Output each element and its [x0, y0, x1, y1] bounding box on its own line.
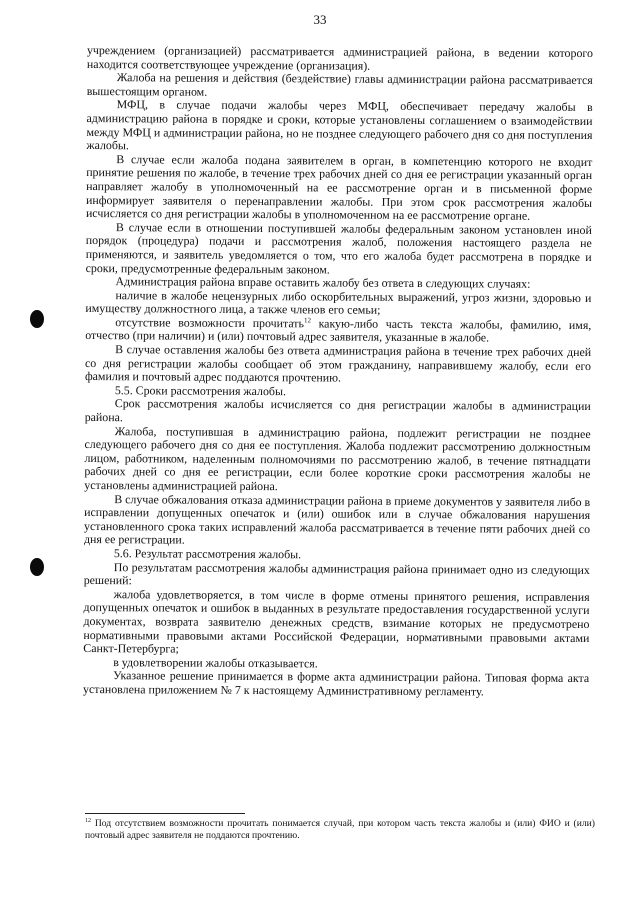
paragraph: Срок рассмотрения жалобы исчисляется со дня регистрации жалобы в администрации района. [84, 396, 591, 425]
paragraph: наличие в жалобе нецензурных либо оскорбительных выражений, угроз жизни, здоровью и имуществу должностного лица, а также членов его семьи; [85, 287, 592, 318]
paragraph: в удовлетворении жалобы отказывается. [113, 654, 318, 671]
punch-hole [30, 310, 44, 328]
paragraph: Указанное решение принимается в форме акта администрации района. Типовая форма акта установлена приложением № 7 к настоящему Административному регламенту. [83, 668, 590, 699]
paragraph: учреждением (организацией) рассматривается администрацией района, в ведении которого находится соответствующее учреждение (организация). [86, 43, 593, 73]
paragraph: МФЦ, в случае подачи жалобы через МФЦ, обеспечивает передачу жалобы в администрацию района в порядке и сроки, которые установлены соглашением о взаимодействии между МФЦ и администрации района, но не позднее следующего рабочего дня со дня поступления жалобы. [86, 97, 593, 153]
section-heading: 5.6. Результат рассмотрения жалобы. [113, 546, 302, 562]
footnote-text: Под отсутствием возможности прочитать понимается случай, при котором часть текста жалобы и (или) ФИО и (или) почтовый адрес заявителя не поддаются прочтению. [85, 818, 595, 841]
footnote-reference[interactable]: 12 [303, 316, 311, 325]
paragraph: Администрация района вправе оставить жалобу без ответа в следующих случаях: [115, 274, 531, 291]
footnote-number: 12 [85, 817, 91, 824]
paragraph: Жалоба на решения и действия (бездействие) главы администрации района рассматривается вышестоящим органом. [86, 70, 593, 99]
paragraph-text: какую-либо часть текста жалобы, фамилию, имя, отчество (при наличии) и (или) почтовый адрес заявителя, указанные в жалобе. [85, 316, 592, 345]
footnote-divider [85, 813, 245, 814]
paragraph: В случае оставления жалобы без ответа администрация района в течение трех рабочих дней со дня регистрации жалобы сообщает об этом гражданину, направившему жалобу, если его фамилия и почтовый адрес поддаются прочтению. [84, 342, 592, 385]
document-body [83, 44, 593, 700]
paragraph: В случае если жалоба подана заявителем в орган, в компетенцию которого не входит принятие решения по жалобе, в течение трех рабочих дней со дня ее регистрации указанный орган направляет жалобу в уполномоченный на ее рассмотрение орган и в письменной форме информирует заявителя о перенаправлении жалобы. При этом срок рассмотрения жалобы исчисляется со дня регистрации жалобы в уполномоченном на ее рассмотрение органе. [85, 151, 593, 223]
paragraph-text: отсутствие возможности прочитать [115, 315, 304, 331]
paragraph: В случае если в отношении поступившей жалобы федеральным законом установлен иной порядок (процедура) подачи и рассмотрения жалоб, положения настоящего раздела не применяются, и заявитель уведомляется о том, что его жалоба будет рассмотрена в порядке и сроки, предусмотренные федеральным законом. [85, 219, 592, 276]
paragraph: По результатам рассмотрения жалобы администрация района принимает одно из следующих решений: [83, 559, 590, 588]
section-heading: 5.5. Сроки рассмотрения жалобы. [114, 383, 286, 399]
paragraph: В случае обжалования отказа администрации района в приеме документов у заявителя либо в исправлении допущенных опечаток и (или) ошибок или в случае обжалования нарушения установленного срока таких исправлений жалоба рассматривается в течение пяти рабочих дней со дня ее регистрации. [83, 491, 591, 547]
footnote [85, 818, 595, 842]
page-number: 33 [313, 12, 327, 27]
paragraph: жалоба удовлетворяется, в том числе в форме отмены принятого решения, исправления допущенных опечаток и ошибок в выданных в результате предоставления государственной услуги документах, возврата заявителю денежных средств, взимание которых не предусмотрено нормативными правовыми актами Российской Федерации, нормативными правовыми актами Санкт-Петербурга; [83, 586, 590, 656]
paragraph: Жалоба, поступившая в администрацию района, подлежит регистрации не позднее следующего рабочего дня со дня ее поступления. Жалоба подлежит рассмотрению должностным лицом, работником, наделенным полномочиями по рассмотрению жалоб, в течение пятнадцати рабочих дней со дня ее регистрации, если более короткие сроки рассмотрения жалобы не установлены администрацией района. [84, 423, 591, 494]
punch-hole [30, 558, 44, 576]
